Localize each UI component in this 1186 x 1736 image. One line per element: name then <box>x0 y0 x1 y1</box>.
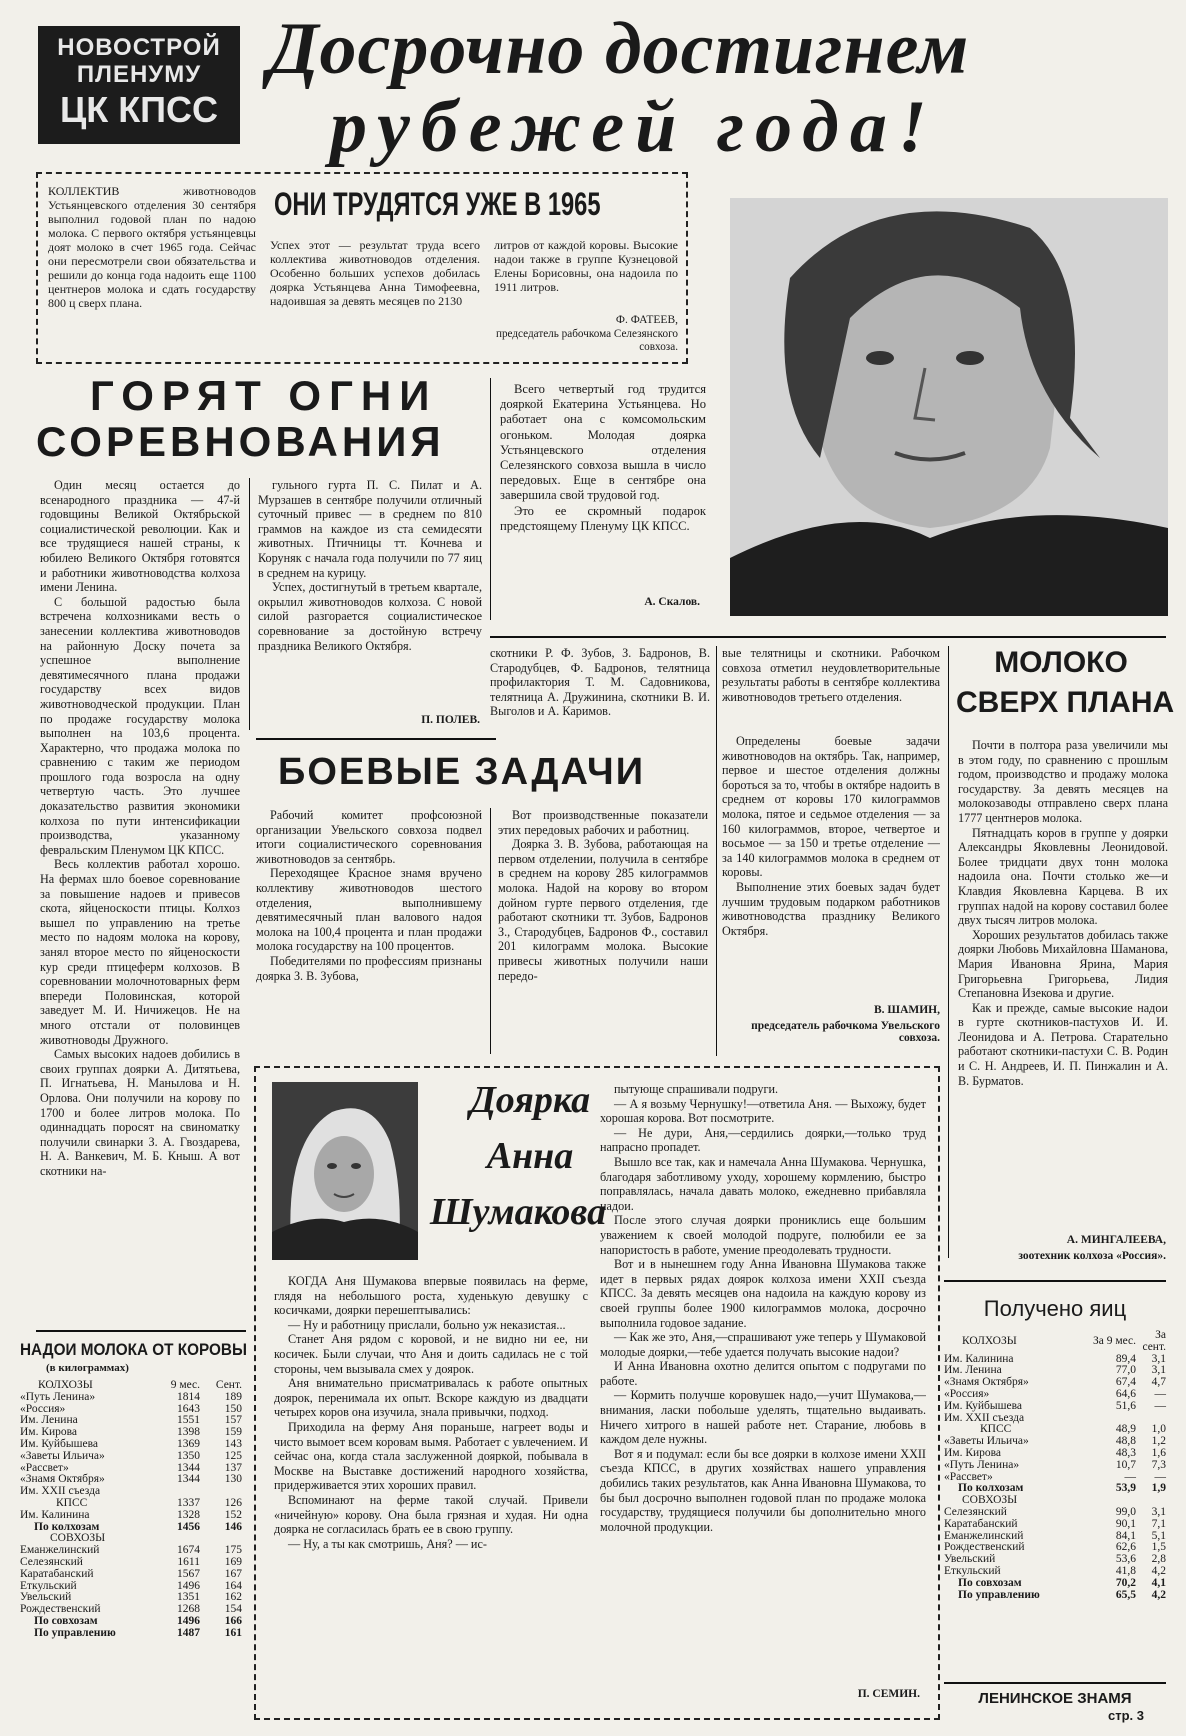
skalov-text: Всего четвертый год трудится дояркой Екатерина Устьянцева. Но работает она с комсомольским огоньком. Молодая доярка Устьянцевского отделения Селезянского совхоза вышла в число передовых. Еще в сентябре она завершила свой трудовой год. Это ее скромный подарок предстоящему Пленуму ЦК КПСС. <box>500 382 706 533</box>
yaica-col-b: За сент. <box>1142 1329 1166 1353</box>
box1-headline: ОНИ ТРУДЯТСЯ УЖЕ В 1965 <box>274 186 601 222</box>
yaica-col-a: За 9 мес. <box>1092 1334 1136 1347</box>
table-row: Еткульский 41,8 4,2 <box>944 1564 1166 1577</box>
col-rule <box>249 478 250 730</box>
nadoi-col-a: 9 мес. <box>170 1379 200 1391</box>
gorjat-headline-2: СОРЕВНОВАНИЯ <box>36 418 445 465</box>
table-row: Еткульский 1496 164 <box>20 1579 242 1592</box>
section-rule <box>490 636 1166 638</box>
photo-milkmaid-ustyantseva <box>730 198 1168 616</box>
doyarka-sign: П. СЕМИН. <box>857 1688 920 1700</box>
gorjat-col1: Один месяц остается до всенародного праздника — 47-й годовщины Великой Октябрьской социалистической революции. Как и все трудящиеся нашей страны, к юбилею Великого Октября готовятся и работники животноводства колхоза имени Ленина. С большой радостью была встречена колхозниками весть о занесении коллектива животноводов на районную Доску почета за успешное выполнение девятимесячного плана продажи государству всех видов животноводческой продукции. План по продаже государству молока выполнен на 103,6 процента. Характерно, что продажа молока по сравнению с таким же периодом прошлого года возросла на одну четвертую часть. Это лучшее доказательство развития экономики колхоза по пути интенсификации производства, указанному февральским Пленумом ЦК КПСС. Весь коллектив работал хорошо. На фермах шло боевое соревнование за повышение надоев и привесов скота, яйценоскости птицы. Колхоз вышел по управлению на третье место по надоям молока на корову, занял второе место по яйценоскости кур среди птицеферм колхозов. В соревновании молочнотоварных ферм впереди Половинская, которой заведует М. И. Ничижецов. Не на много отстали от половинцев животноводы Дружного. Самых высоких надоев добились в своих группах доярки А. Дитятьева, П. Игнатьева, Н. Манылова и Н. Орлова. Они получили на корову по 1700 и более литров молока. По одиннадцать поросят на свиноматку получили свинарки З. А. Гвоздарева, Н. А. Ванкевич, М. Б. Кныш. А вот скотники на- <box>40 478 240 1178</box>
col-rule <box>716 646 717 1056</box>
boevye-top-col1: скотники Р. Ф. Зубов, З. Бадронов, В. Стародубцев, Ф. Бадронов, телятница профилактория Т. М. Садовникова, телятница А. Дружинина, скотники В. И. Выголов и А. Каримов. <box>490 646 710 719</box>
table-row: Рождественский 62,6 1,5 <box>944 1541 1166 1554</box>
doyarka-title-2: Анна <box>486 1135 574 1177</box>
skalov-sign: А. Скалов. <box>644 596 700 608</box>
yaica-col-name: КОЛХОЗЫ <box>962 1334 1017 1347</box>
nadoi-table: КОЛХОЗЫ 9 мес. Сент. «Путь Ленина» 1814 189 «Россия» 1643 150 Им. Ленина 1551 157 Им. Кирова 1398 159 Им. Куйбышева 1369 143 «Заветы Ильича» 1350 125 «Рассвет» 1344 137 «Знамя Октября» 1344 130 Им. XXII съезда КПСС 1337 126 Им. Калинина 1328 152 По колхозам 1456 146 СОВХОЗЫ Еманжелинский 1674 175 Селезянский 1611 169 Каратабанский 1567 167 Еткульский 1496 164 Увельский 1351 162 Рождественский 1268 154 По совхозам 1496 166 По управлению 1487 161 <box>20 1379 242 1639</box>
table-row: «Россия» 1643 150 <box>20 1402 242 1415</box>
table-row: Еманжелинский 1674 175 <box>20 1544 242 1557</box>
masthead-line2: рубежей года! <box>330 86 938 168</box>
section-rule <box>944 1280 1166 1282</box>
table-row: Селезянский 99,0 3,1 <box>944 1505 1166 1518</box>
doyarka-col1: КОГДА Аня Шумакова впервые появилась на ферме, глядя на небольшого роста, худенькую девушку с косичками, доярки перешептывались: — Ну и работницу прислали, больно уж неказистая... Станет Аня рядом с коровой, и не видно ни ее, ни косичек. Были случаи, что Аня и доить садилась не с той стороны, чем вызывала смех у доярок. Аня внимательно присматривалась к работе опытных доярок, перенимала их опыт. Вскоре каждую из двадцати четырех коров она изучила, знала привычки, подход. Приходила на ферму Аня пораньше, нагреет воды и чисто вымоет всем коровам вымя. Работает с увлечением. И сейчас она, когда стала заслуженной дояркой, побывала в Москве на Выставке достижений народного хозяйства, придерживается этих хороших правил. Вспоминают на ферме такой случай. Привели «ничейную» корову. Она была грязная и худая. Ни одна доярка не согласилась брать ее в свою группу. — Ну, а ты как смотришь, Аня? — ис- <box>274 1274 588 1551</box>
boevye-headline: БОЕВЫЕ ЗАДАЧИ <box>278 751 646 793</box>
boevye-col1: Рабочий комитет профсоюзной организации Увельского совхоза подвел итоги социалистического соревнования животноводов за сентябрь. Переходящее Красное знамя вручено коллективу животноводов шестого отделения, выполнившему девятимесячный план валового надоя молока на 100,4 процента и план продажи молока государству на 100 процентов. Победителями по профессиям признаны доярка З. В. Зубова, <box>256 808 482 983</box>
logo-line3: ЦК КПСС <box>59 89 219 130</box>
moloko-sign-title: зоотехник колхоза «Россия». <box>1018 1250 1166 1262</box>
section-rule <box>256 738 496 740</box>
gorjat-sign: П. ПОЛЕВ. <box>421 714 480 726</box>
table-row: «Знамя Октября» 67,4 4,7 <box>944 1376 1166 1389</box>
nadoi-kolhozy-total: По колхозам <box>34 1520 100 1533</box>
boevye-top-col2: вые телятницы и скотники. Рабочком совхоза отметил неудовлетворительные результаты работы в сентябре коллектива животноводов третьего отделения. <box>722 646 940 704</box>
doyarka-title-3: Шумакова <box>429 1191 607 1233</box>
table-row: «Россия» 64,6 — <box>944 1387 1166 1400</box>
footer-paper: ЛЕНИНСКОЕ ЗНАМЯ <box>978 1690 1132 1707</box>
logo-line1: НОВОСТРОЙ <box>57 34 221 61</box>
col-rule <box>948 646 949 1258</box>
yaica-table: КОЛХОЗЫ За 9 мес. За сент. Им. Калинина 89,4 3,1 Им. Ленина 77,0 3,1 «Знамя Октября» 67,4 4,7 «Россия» 64,6 — Им. Куйбышева 51,6 — Им. XXII съезда КПСС 48,9 1,0 «Заветы Ильича» 48,8 1,2 Им. Кирова 48,3 1,6 «Путь Ленина» 10,7 7,3 «Рассвет» — — По колхозам 53,9 1,9 СОВХОЗЫ Селезянский 99,0 3,1 Каратабанский 90,1 7,1 Еманжелинский 84,1 5,1 Рождественский 62,6 1,5 Увельский 53,6 2,8 Еткульский 41,8 4,2 По совхозам 70,2 4,1 По управлению 65,5 4,2 <box>944 1329 1166 1601</box>
moloko-headline-1: МОЛОКО <box>994 646 1128 679</box>
table-row: «Заветы Ильича» 48,8 1,2 <box>944 1435 1166 1448</box>
masthead-line1: Досрочно достигнем <box>268 8 970 90</box>
table-row: Увельский 53,6 2,8 <box>944 1553 1166 1566</box>
gorjat-col2: гульного гурта П. С. Пилат и А. Мурзашев в сентябре получили отличный суточный привес — в среднем по 810 граммов на каждое из ста семидесяти животных. Птичницы тт. Кочнева и Коруняк с начала года получили по 77 яиц в среднем на курицу. Успех, достигнутый в третьем квартале, окрылил животноводов колхоза. С новой силой разгорается социалистическое соревнование за достойную встречу праздника Великого Октября. <box>258 478 482 653</box>
yaica-sovhozy-total: По совхозам <box>958 1576 1022 1589</box>
yaica-title: Получено яиц <box>983 1296 1127 1321</box>
table-row: КПСС 1337 126 <box>56 1496 242 1509</box>
nadoi-title: НАДОИ МОЛОКА ОТ КОРОВЫ <box>20 1340 247 1359</box>
table-row: Каратабанский 90,1 7,1 <box>944 1517 1166 1530</box>
table-row: Им. Калинина 1328 152 <box>20 1508 242 1521</box>
table-row: Им. Куйбышева 1369 143 <box>20 1437 242 1450</box>
table-row: Им. Ленина 1551 157 <box>20 1414 242 1427</box>
table-row: «Заветы Ильича» 1350 125 <box>20 1449 242 1462</box>
table-row: Им. Кирова 48,3 1,6 <box>944 1446 1166 1459</box>
boevye-col3: Определены боевые задачи животноводов на октябрь. Так, например, первое и шестое отделения должны бороться за то, чтобы в октябре надоить в среднем от коровы 170 килограммов молока, пятое и седьмое отделения — за 160 килограммов, второе, четвертое и восьмое — за 150 и третье отделение — за 140 килограммов молока в среднем от коровы. Выполнение этих боевых задач будет лучшим трудовым подарком работников животноводства празднику Великого Октября. <box>722 734 940 938</box>
moloko-text: Почти в полтора раза увеличили мы в этом году, по сравнению с прошлым годом, производство и продажу молока государству. За девять месяцев на молокозаводы отправлено сверх плана 1777 центнеров молока. Пятнадцать коров в группе у доярки Александры Яковлевны Леонидовой. Более тридцати двух тонн молока надоила она. Почти столько же—и Клавдия Яковлевна Карцева. В их группах надой на корову составил более двух тысяч литров молока. Хороших результатов добилась также доярки Любовь Михайловна Шаманова, Мария Ивановна Ярина, Мария Григорьевна Григорьева, Лидия Степановна Изекова и другие. Как и прежде, самые высокие надои в гурте скотников-пастухов И. И. Леонидова и А. Петрова. Старательно работают скотники-пастухи С. В. Родин и С. Н. Андреев, И. П. Пинжалин и А. В. Бурматов. <box>958 738 1168 1088</box>
boevye-sign: В. ШАМИН, <box>874 1004 940 1016</box>
nadoi-subtitle: (в килограммах) <box>46 1362 129 1374</box>
yaica-sovhozy-label: СОВХОЗЫ <box>962 1494 1018 1507</box>
doyarka-col2: пытующе спрашивали подруги. — А я возьму Чернушку!—ответила Аня. — Выхожу, будет хорошая корова. Вот посмотрите. — Не дури, Аня,—сердились доярки,—только труд напрасно пропадет. Вышло все так, как и намечала Анна Шумакова. Чернушка, благодаря заботливому уходу, хорошему кормлению, быстро поправлялась, начала давать молоко, ежедневно прибавляла надои. После этого случая доярки прониклись еще большим уважением к своей молодой подруге, полюбили ее за напористость в работе, умение преодолевать трудности. Вот и в нынешнем году Анна Ивановна Шумакова также идет в первых рядах доярок колхоза имени XXII съезда КПСС. За девять месяцев она надоила на каждую корову из своей группы более 1900 килограммов молока, досрочно выполнила годовое задание. — Как же это, Аня,—спрашивают уже теперь у Шумаковой молодые доярки,—тебе удается получать высокие надои? И Анна Ивановна охотно делится опытом с подругами по работе. — Кормить получше коровушек надо,—учит Шумакова,—внимания, ласки побольше уделять, тщательно выдаивать. Ничего хитрого в нашей работе нет. Старание, любовь в каждом деле нужны. Вот я и подумал: если бы все доярки в колхозе имени XXII съезда КПСС, в других хозяйствах нашего управления добились таких результатов, как Анна Ивановна Шумакова, то бы был досрочно выполнен годовой план по продаже молока государству, трудящиеся получили бы дополнительно много молочной продукции. <box>600 1082 926 1534</box>
box1-sign-title: председатель рабочкома Селезянского совхоза. <box>495 328 678 353</box>
logo-line2: ПЛЕНУМУ <box>76 61 202 88</box>
table-row: Им. Кирова 1398 159 <box>20 1426 242 1439</box>
doyarka-title-1: Доярка <box>469 1079 591 1121</box>
moloko-sign: А. МИНГАЛЕЕВА, <box>1066 1234 1166 1246</box>
table-row: Им. Калинина 89,4 3,1 <box>944 1352 1166 1365</box>
plenum-logo <box>38 26 240 144</box>
footer-rule <box>944 1682 1166 1684</box>
table-row: Им. XXII съезда <box>20 1485 101 1498</box>
col-rule <box>490 378 491 620</box>
box1-sign: Ф. ФАТЕЕВ, <box>615 314 678 326</box>
photo-anna-shumakova <box>272 1082 418 1260</box>
section-rule <box>36 1330 246 1332</box>
box1-col1: Успех этот — результат труда всего коллектива животноводов отделения. Особенно больших успехов добилась доярка Устьянцева Анна Тимофеевна, надоившая за девять месяцев по 2130 <box>270 238 480 308</box>
table-row: Еманжелинский 84,1 5,1 <box>944 1529 1166 1542</box>
table-row: Им. Куйбышева 51,6 — <box>944 1399 1166 1412</box>
gorjat-headline-1: ГОРЯТ ОГНИ <box>90 372 438 419</box>
table-row: КПСС 48,9 1,0 <box>980 1423 1166 1436</box>
table-row: «Путь Ленина» 10,7 7,3 <box>944 1458 1166 1471</box>
box1-lead: КОЛЛЕКТИВ животноводов Устьянцевского отделения 30 сентября выполнил годовой план по надою молока. С первого октября устьянцевцы доят молоко в счет 1965 года. Сейчас они пересмотрели свои обязательства и решили до конца года надоить еще 1100 центнеров молока и сдать государству 800 ц сверх плана. <box>48 184 256 310</box>
nadoi-upr-total: По управлению <box>34 1626 116 1639</box>
table-row: Увельский 1351 162 <box>20 1591 242 1604</box>
table-row: Им. XXII съезда <box>944 1411 1025 1424</box>
footer-page: стр. 3 <box>1108 1708 1144 1723</box>
col-rule <box>490 808 491 1054</box>
table-row: «Знамя Октября» 1344 130 <box>20 1473 242 1486</box>
box1-col2: литров от каждой коровы. Высокие надои также в группе Кузнецовой Елены Борисовны, она надоила по 1911 литров. <box>494 238 678 294</box>
boevye-col2: Вот производственные показатели этих передовых рабочих и работниц. Доярка З. В. Зубова, работающая на первом отделении, получила в сентябре в среднем на корову 285 килограммов молока. Надой на корову во втором дойном гурте первого отделения, где работают скотники тт. Зубов, Бадронов З., Стародубцев, Бадронов Ф., составил 201 килограмм молока. Высокие привесы животных получили наши передо- <box>498 808 708 983</box>
yaica-upr-total: По управлению <box>958 1588 1040 1601</box>
table-row: «Рассвет» 1344 137 <box>20 1461 242 1474</box>
yaica-kolhozy-total: По колхозам <box>958 1482 1024 1495</box>
nadoi-sovhozy-total: По совхозам <box>34 1614 98 1627</box>
boevye-sign-title: председатель рабочкома Увельского совхоза. <box>751 1020 940 1044</box>
table-row: «Путь Ленина» 1814 189 <box>20 1390 242 1403</box>
nadoi-col-b: Сент. <box>215 1379 242 1391</box>
table-row: Рождественский 1268 154 <box>20 1603 242 1616</box>
table-row: «Рассвет» — — <box>944 1470 1166 1483</box>
moloko-headline-2: СВЕРХ ПЛАНА <box>956 686 1175 719</box>
nadoi-sovhozy-label: СОВХОЗЫ <box>50 1532 106 1545</box>
nadoi-col-name: КОЛХОЗЫ <box>38 1379 93 1391</box>
table-row: Селезянский 1611 169 <box>20 1555 242 1568</box>
table-row: Каратабанский 1567 167 <box>20 1567 242 1580</box>
table-row: Им. Ленина 77,0 3,1 <box>944 1364 1166 1377</box>
